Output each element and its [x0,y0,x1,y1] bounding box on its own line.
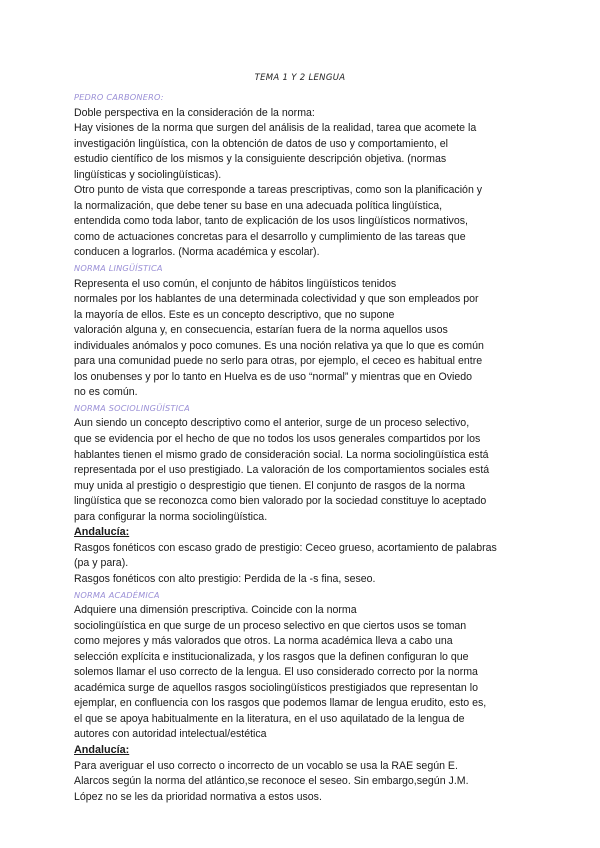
text-line: la mayoría de ellos. Este es un concepto descriptivo, que no supone [74,308,395,321]
text-line: López no se les da prioridad normativa a estos usos. [74,790,322,803]
text-line: entendida como toda labor, tanto de explicación de los usos lingüísticos normativos, [74,215,468,228]
text-line: investigación lingüística, con la obtención de datos de uso y comportamiento, el [74,137,448,150]
text-line: normales por los hablantes de una determinada colectividad y que son empleados por [74,293,479,306]
section-heading: NORMA LINGÜÍSTICA [74,263,163,274]
text-line: académica surge de aquellos rasgos sociolingüísticos prestigiados que representan lo [74,681,478,694]
text-line: individuales anómalos y poco comunes. Es una noción relativa ya que lo que es común [74,339,484,352]
text-line: Aun siendo un concepto descriptivo como el anterior, surge de un proceso selectivo, [74,417,470,430]
text-line: Representa el uso común, el conjunto de hábitos lingüísticos tenidos [74,277,397,290]
text-line: Para averiguar el uso correcto o incorrecto de un vocablo se usa la RAE según E. [74,759,458,772]
text-line: no es común. [74,386,138,399]
text-line: Rasgos fonéticos con alto prestigio: Perdida de la -s fina, seseo. [74,572,376,585]
text-line: Otro punto de vista que corresponde a tareas prescriptivas, como son la planificación y [74,184,483,197]
text-line: lingüísticas y sociolingüísticas). [74,168,222,181]
document-body [74,90,534,805]
text-line: como mejores y más valorados que otros. La norma académica lleva a cabo una [74,635,453,648]
text-line: los onubenses y por lo tanto en Huelva es de uso “normal” y mientras que en Oviedo [74,370,473,383]
text-line: conducen a lograrlos. (Norma académica y escolar). [74,246,320,259]
text-line: lingüística que se reconozca como bien valorado por la sociedad constituye lo aceptado [74,495,487,508]
text-line: (pa y para). [74,557,129,570]
text-line: representada por el uso prestigiado. La valoración de los comportamientos sociales está [74,464,490,477]
text-line: Doble perspectiva en la consideración de la norma: [74,106,315,119]
text-line: Rasgos fonéticos con escaso grado de prestigio: Ceceo grueso, acortamiento de palabras [74,541,497,554]
text-line: Alarcos según la norma del atlántico,se reconoce el seseo. Sin embargo,según J.M. [74,775,469,788]
text-line: sociolingüística en que surge de un proceso selectivo en que ciertos usos se toman [74,619,467,632]
section-heading: NORMA ACADÉMICA [74,589,160,600]
text-line: autores con autoridad intelectual/estética [74,728,267,741]
text-line: la normalización, que debe tener su base en una adecuada política lingüística, [74,199,443,212]
text-line: el que se apoya habitualmente en la literatura, en el uso aquilatado de la lengua de [74,712,465,725]
text-line: valoración alguna y, en consecuencia, estarían fuera de la norma aquellos usos [74,324,448,337]
section-heading: PEDRO CARBONERO: [74,92,164,102]
text-line: Adquiere una dimensión prescriptiva. Coincide con la norma [74,604,357,617]
text-line: para una comunidad puede no serlo para otras, por ejemplo, el ceceo es habitual entre [74,355,483,368]
text-line: solemos llamar el uso correcto de la lengua. El uso considerado correcto por la norma [74,666,478,679]
region-label: Andalucía: [74,743,130,756]
text-line: muy unida al prestigio o desprestigio que tienen. El conjunto de rasgos de la norma [74,479,466,492]
text-line: ejemplar, en confluencia con los rasgos que podemos llamar de lengua erudito, esto es, [74,697,487,710]
text-line: hablantes tienen el mismo grado de consideración social. La norma sociolingüística está [74,448,489,461]
document-title: TEMA 1 Y 2 LENGUA [254,73,346,83]
region-label: Andalucía: [74,526,130,539]
section-heading: NORMA SOCIOLINGÜÍSTICA [74,402,190,413]
text-line: que se evidencia por el hecho de que no todos los usos generales compartidos por los [74,433,481,446]
text-line: estudio científico de los mismos y la consiguiente descripción objetiva. (normas [74,153,447,166]
text-line: selección explícita e institucionalizada, y los rasgos que la definen configuran lo que [74,650,469,663]
text-line: para configurar la norma sociolingüística. [74,510,268,523]
text-line: Hay visiones de la norma que surgen del análisis de la realidad, tarea que acomete la [74,122,477,135]
text-line: como de actuaciones concretas para el desarrollo y cumplimiento de las tareas que [74,230,466,243]
